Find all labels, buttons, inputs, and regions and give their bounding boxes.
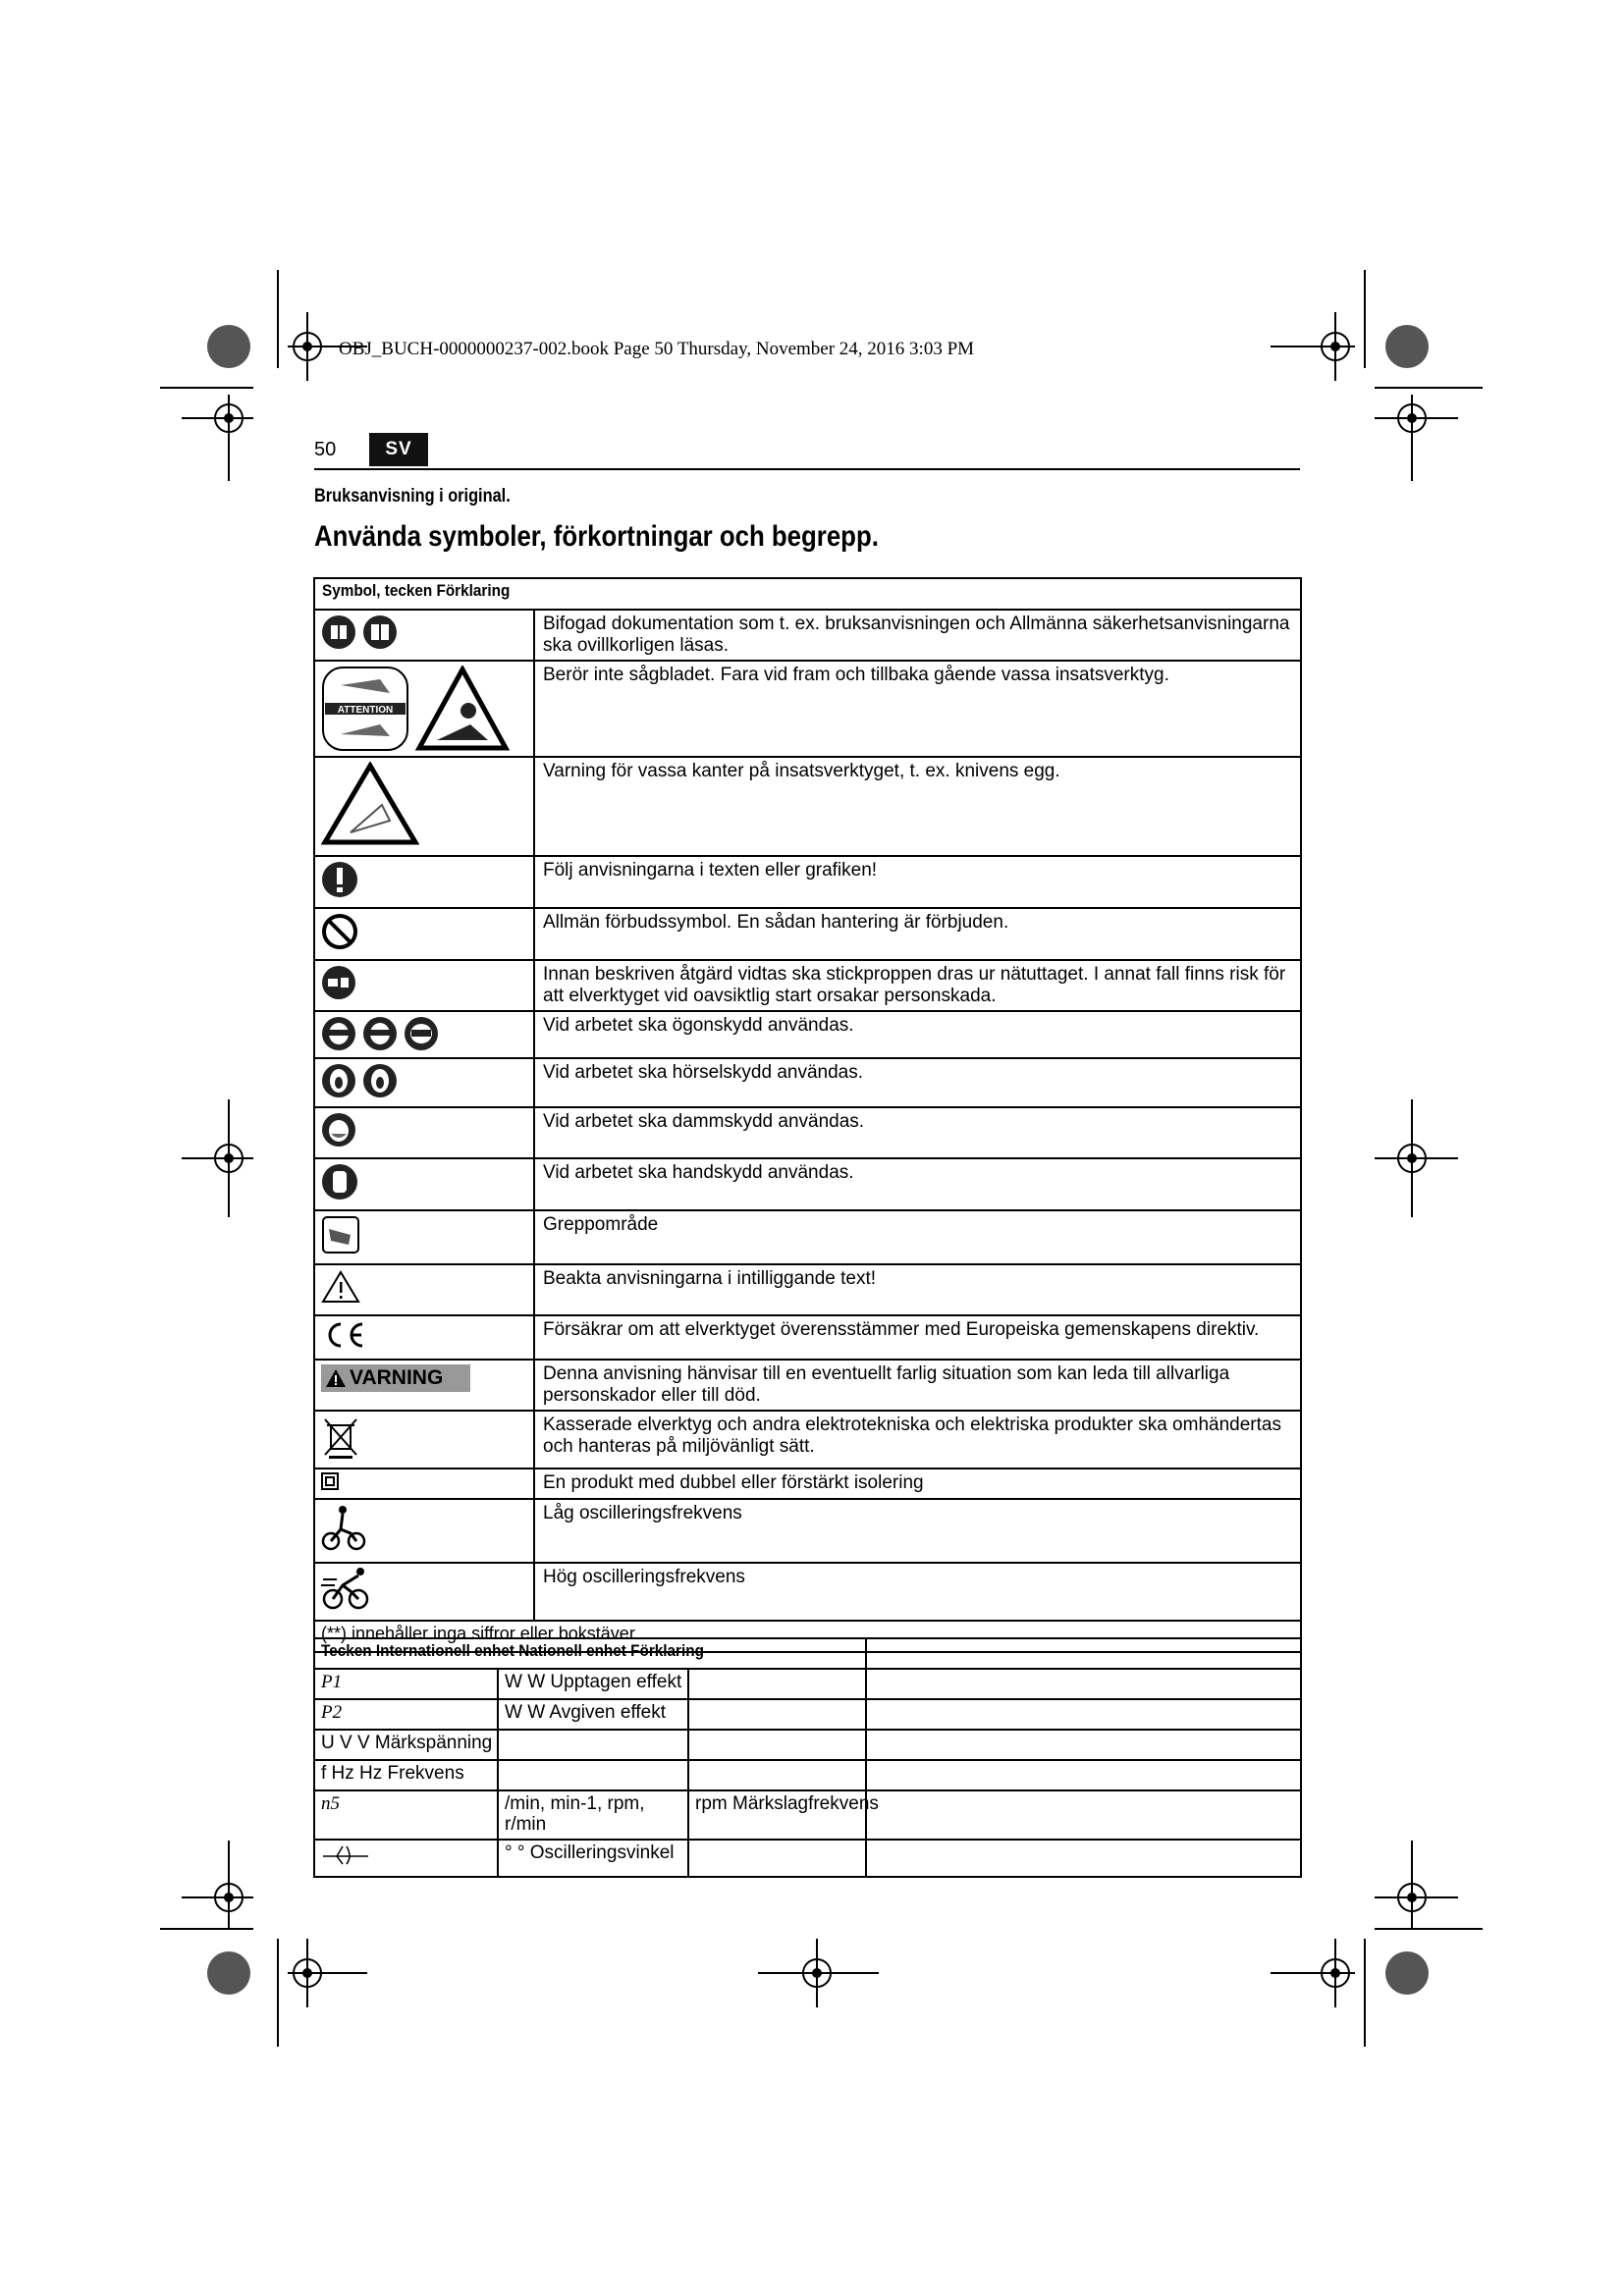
dust-mask-icon [321,1112,356,1148]
table-row [314,1760,1301,1790]
unit-cell [688,1730,866,1760]
symbol-desc: En produkt med dubbel eller förstärkt isolering [534,1468,1301,1499]
symbol-desc: Beakta anvisningarna i intilliggande text! [534,1264,1301,1315]
unit-symbol: n5 [314,1790,498,1840]
table-row [314,661,1301,757]
unit-symbol: U V V Märkspänning [314,1730,498,1760]
symbol-desc: Försäkrar om att elverktyget överensstämmer med Europeiska gemenskapens direktiv. [534,1315,1301,1360]
table-row [314,856,1301,908]
unit-cell [866,1840,1301,1877]
table-footnote: (**) innehåller inga siffror eller bokstäver [314,1621,1301,1652]
table-row [314,1699,1301,1730]
fast-cyclist-icon [321,1568,372,1611]
unit-cell: /min, min-1, rpm, r/min [498,1790,688,1840]
ear-protection-icon [321,1063,356,1098]
table-row [314,1107,1301,1158]
symbol-desc: Kasserade elverktyg och andra elektrotekniska och elektriska produkter ska omhändertas och hanteras på miljövänligt sätt. [534,1411,1301,1468]
face-shield-icon [362,1016,398,1051]
warning-label-text: VARNING [350,1366,444,1389]
table-row [314,1158,1301,1210]
symbol-desc: Vid arbetet ska dammskydd användas. [534,1107,1301,1158]
symbol-desc: Allmän förbudssymbol. En sådan hantering är förbjuden. [534,908,1301,960]
header-rule [314,468,1300,470]
slow-cyclist-icon [321,1504,366,1553]
unit-cell [688,1840,866,1877]
unit-symbol: P1 [314,1669,498,1699]
symbol-desc: Varning för vassa kanter på insatsverktyget, t. ex. knivens egg. [534,757,1301,856]
table-row [314,610,1301,661]
sharp-edge-warning-icon [321,762,419,846]
unit-cell [498,1730,688,1760]
goggles-icon [404,1016,439,1051]
unit-cell: W W Upptagen effekt [498,1669,688,1699]
unit-cell [688,1669,866,1699]
prohibition-icon [321,913,358,950]
unit-cell: ° ° Oscilleringsvinkel [498,1840,688,1877]
table-row [314,1499,1301,1563]
table-row [314,1315,1301,1360]
grip-area-icon [321,1215,360,1255]
unit-table-header-text: Tecken Internationell enhet Nationell enhet Förklaring [321,1641,704,1660]
symbol-desc: Vid arbetet ska handskydd användas. [534,1158,1301,1210]
unit-cell [688,1699,866,1730]
warning-label-icon [321,1364,470,1392]
symbol-table [313,577,1302,1653]
attention-saw-blade-icon [321,666,409,752]
symbol-desc: Denna anvisning hänvisar till en eventuellt farlig situation som kan leda till allvarliga personskador eller till död. [534,1360,1301,1411]
page-number: 50 [314,439,337,460]
symbol-desc: Innan beskriven åtgärd vidtas ska stickproppen dras ur nätuttaget. I annat fall finns risk för att elverktyget vid oavsiktlig start orsakar personskada. [534,960,1301,1011]
symbol-table-header [314,578,1301,610]
table-row [314,1264,1301,1315]
symbol-desc: Vid arbetet ska ögonskydd användas. [534,1011,1301,1058]
unit-cell [866,1699,1301,1730]
earmuffs-icon [362,1063,398,1098]
unit-symbol: P2 [314,1699,498,1730]
symbol-table-header-text: Symbol, tecken Förklaring [322,581,511,600]
saw-blade-warning-icon [415,666,510,752]
unit-symbol [314,1840,498,1877]
warning-triangle-icon [325,1368,347,1388]
svg-text:ATTENTION: ATTENTION [337,705,394,716]
table-row [314,1563,1301,1621]
unit-table-header [314,1638,1301,1669]
table-row [314,757,1301,856]
subtitle: Bruksanvisning i original. [314,486,511,507]
table-row [314,1210,1301,1264]
symbol-desc: Greppområde [534,1210,1301,1264]
unit-cell [866,1669,1301,1699]
gloves-icon [321,1163,358,1201]
symbol-desc: Bifogad dokumentation som t. ex. bruksanvisningen och Allmänna säkerhetsanvisningarna ska ovillkorligen läsas. [534,610,1301,661]
symbol-desc: Vid arbetet ska hörselskydd användas. [534,1058,1301,1107]
unit-cell: W W Avgiven effekt [498,1699,688,1730]
manual-book-icon [362,614,398,650]
unit-cell [866,1790,1301,1840]
table-row [314,1411,1301,1468]
unit-cell [866,1760,1301,1790]
caution-triangle-icon [321,1269,360,1305]
symbol-desc: Berör inte sågbladet. Fara vid fram och tillbaka gående vassa insatsverktyg. [534,661,1301,757]
table-row [314,1790,1301,1840]
read-manual-icon [321,614,356,650]
oscillation-angle-icon [321,1842,370,1866]
table-row [314,1468,1301,1499]
page-title: Använda symboler, förkortningar och begrepp. [314,520,879,553]
print-header: OBJ_BUCH-0000000237-002.book Page 50 Thursday, November 24, 2016 3:03 PM [339,339,975,359]
unit-symbol: f Hz Hz Frekvens [314,1760,498,1790]
table-row [314,1840,1301,1877]
symbol-desc: Hög oscilleringsfrekvens [534,1563,1301,1621]
unit-table [313,1637,1302,1878]
table-row [314,1669,1301,1699]
symbol-desc: Låg oscilleringsfrekvens [534,1499,1301,1563]
unit-cell [688,1760,866,1790]
table-row [314,908,1301,960]
symbol-desc: Följ anvisningarna i texten eller grafiken! [534,856,1301,908]
table-row [314,960,1301,1011]
unit-cell: rpm Märkslagfrekvens [688,1790,866,1840]
table-row [314,1011,1301,1058]
table-row [314,1730,1301,1760]
unit-cell [866,1730,1301,1760]
unplug-icon [321,965,356,1000]
unit-cell [498,1760,688,1790]
eye-protection-icon [321,1016,356,1051]
language-badge: SV [369,433,428,466]
mandatory-instruction-icon [321,861,358,898]
double-insulation-icon [321,1472,339,1490]
table-row [314,1360,1301,1411]
weee-bin-icon [321,1415,360,1459]
ce-mark-icon [321,1320,368,1350]
table-row [314,1058,1301,1107]
